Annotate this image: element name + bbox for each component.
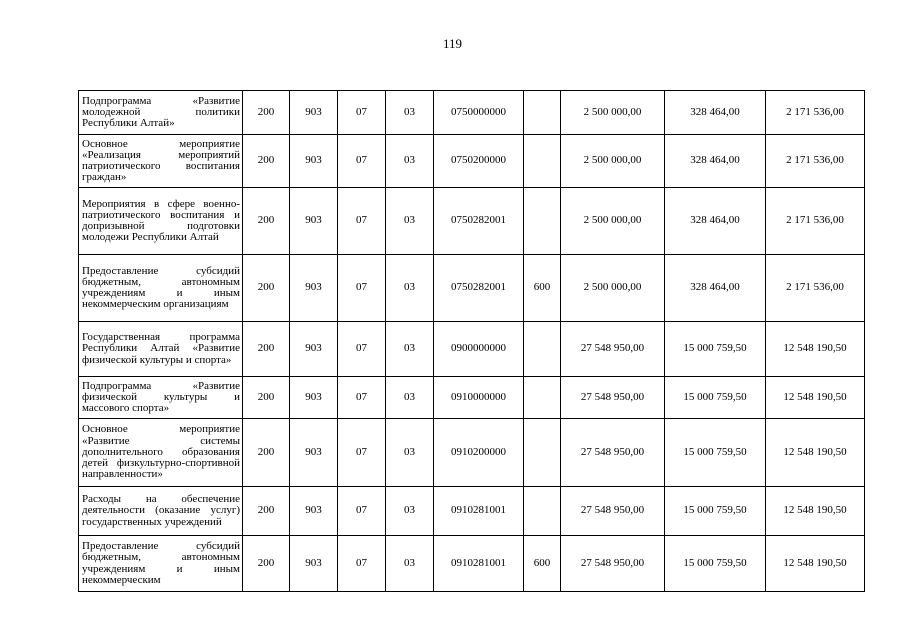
- table-row: [79, 91, 865, 135]
- cell-pr: 03: [386, 536, 434, 592]
- cell-sum-1: 15 000 759,50: [665, 536, 766, 592]
- cell-sum-1: 15 000 759,50: [665, 322, 766, 377]
- cell-gr: 200: [243, 255, 290, 322]
- cell-gr: 200: [243, 91, 290, 135]
- row-name: Мероприятия в сфере военно-патриотического воспитания и допризывной подготовки молодежи Республики Алтай: [79, 188, 243, 255]
- cell-sum: 27 548 950,00: [561, 322, 665, 377]
- row-name: Предоставление субсидий бюджетным, автономным учреждениям и иным некоммерческим: [79, 536, 243, 592]
- cell-sum: 2 500 000,00: [561, 135, 665, 188]
- cell-sum: 27 548 950,00: [561, 419, 665, 487]
- table-row: [79, 135, 865, 188]
- cell-sum-2: 2 171 536,00: [766, 135, 865, 188]
- cell-csr: 0900000000: [434, 322, 524, 377]
- cell-org: 903: [290, 377, 338, 419]
- cell-csr: 0750282001: [434, 255, 524, 322]
- cell-csr: 0910200000: [434, 419, 524, 487]
- cell-sum: 2 500 000,00: [561, 188, 665, 255]
- cell-gr: 200: [243, 487, 290, 536]
- cell-org: 903: [290, 135, 338, 188]
- cell-vr: [524, 188, 561, 255]
- cell-csr: 0750282001: [434, 188, 524, 255]
- table-row: [79, 419, 865, 487]
- cell-sum: 27 548 950,00: [561, 377, 665, 419]
- cell-gr: 200: [243, 188, 290, 255]
- cell-sum-2: 2 171 536,00: [766, 91, 865, 135]
- table-row: [79, 188, 865, 255]
- cell-vr: [524, 135, 561, 188]
- cell-sum-1: 328 464,00: [665, 135, 766, 188]
- table-row: [79, 487, 865, 536]
- cell-sum-2: 12 548 190,50: [766, 419, 865, 487]
- cell-sum-1: 15 000 759,50: [665, 419, 766, 487]
- cell-sum-1: 15 000 759,50: [665, 487, 766, 536]
- cell-sum-2: 12 548 190,50: [766, 536, 865, 592]
- cell-rz: 07: [338, 322, 386, 377]
- cell-sum-2: 12 548 190,50: [766, 487, 865, 536]
- cell-vr: [524, 91, 561, 135]
- table-row: [79, 322, 865, 377]
- row-name: Основное мероприятие «Реализация мероприятий патриотического воспитания граждан»: [79, 135, 243, 188]
- cell-org: 903: [290, 255, 338, 322]
- cell-org: 903: [290, 536, 338, 592]
- cell-pr: 03: [386, 135, 434, 188]
- cell-vr: [524, 487, 561, 536]
- cell-sum-1: 328 464,00: [665, 255, 766, 322]
- cell-gr: 200: [243, 135, 290, 188]
- cell-gr: 200: [243, 322, 290, 377]
- cell-pr: 03: [386, 322, 434, 377]
- cell-sum-2: 12 548 190,50: [766, 377, 865, 419]
- cell-vr: 600: [524, 255, 561, 322]
- cell-gr: 200: [243, 419, 290, 487]
- cell-org: 903: [290, 419, 338, 487]
- cell-rz: 07: [338, 377, 386, 419]
- cell-rz: 07: [338, 419, 386, 487]
- cell-sum-2: 2 171 536,00: [766, 188, 865, 255]
- cell-pr: 03: [386, 487, 434, 536]
- row-name: Государственная программа Республики Алтай «Развитие физической культуры и спорта»: [79, 322, 243, 377]
- cell-pr: 03: [386, 91, 434, 135]
- row-name: Подпрограмма «Развитие физической культуры и массового спорта»: [79, 377, 243, 419]
- cell-org: 903: [290, 188, 338, 255]
- row-name: Расходы на обеспечение деятельности (оказание услуг) государственных учреждений: [79, 487, 243, 536]
- cell-rz: 07: [338, 255, 386, 322]
- row-name: Предоставление субсидий бюджетным, автономным учреждениям и иным некоммерческим организациям: [79, 255, 243, 322]
- row-name: Подпрограмма «Развитие молодежной политики Республики Алтай»: [79, 91, 243, 135]
- cell-pr: 03: [386, 188, 434, 255]
- cell-sum: 2 500 000,00: [561, 91, 665, 135]
- cell-pr: 03: [386, 377, 434, 419]
- cell-pr: 03: [386, 255, 434, 322]
- cell-sum-2: 2 171 536,00: [766, 255, 865, 322]
- cell-csr: 0910000000: [434, 377, 524, 419]
- cell-sum-1: 328 464,00: [665, 188, 766, 255]
- cell-vr: [524, 419, 561, 487]
- cell-gr: 200: [243, 536, 290, 592]
- cell-rz: 07: [338, 188, 386, 255]
- row-name: Основное мероприятие «Развитие системы дополнительного образования детей физкультурно-спортивной направленности»: [79, 419, 243, 487]
- cell-org: 903: [290, 91, 338, 135]
- cell-org: 903: [290, 487, 338, 536]
- cell-sum: 2 500 000,00: [561, 255, 665, 322]
- cell-sum-2: 12 548 190,50: [766, 322, 865, 377]
- table-row: [79, 377, 865, 419]
- cell-sum-1: 328 464,00: [665, 91, 766, 135]
- cell-rz: 07: [338, 91, 386, 135]
- cell-vr: [524, 377, 561, 419]
- page-number: 119: [442, 36, 463, 51]
- budget-table: [78, 90, 865, 592]
- cell-org: 903: [290, 322, 338, 377]
- table-row: [79, 536, 865, 592]
- cell-csr: 0910281001: [434, 536, 524, 592]
- cell-pr: 03: [386, 419, 434, 487]
- cell-vr: 600: [524, 536, 561, 592]
- cell-rz: 07: [338, 487, 386, 536]
- cell-sum: 27 548 950,00: [561, 536, 665, 592]
- cell-csr: 0910281001: [434, 487, 524, 536]
- cell-sum-1: 15 000 759,50: [665, 377, 766, 419]
- cell-rz: 07: [338, 135, 386, 188]
- cell-sum: 27 548 950,00: [561, 487, 665, 536]
- cell-vr: [524, 322, 561, 377]
- cell-gr: 200: [243, 377, 290, 419]
- cell-csr: 0750000000: [434, 91, 524, 135]
- cell-rz: 07: [338, 536, 386, 592]
- cell-csr: 0750200000: [434, 135, 524, 188]
- table-row: [79, 255, 865, 322]
